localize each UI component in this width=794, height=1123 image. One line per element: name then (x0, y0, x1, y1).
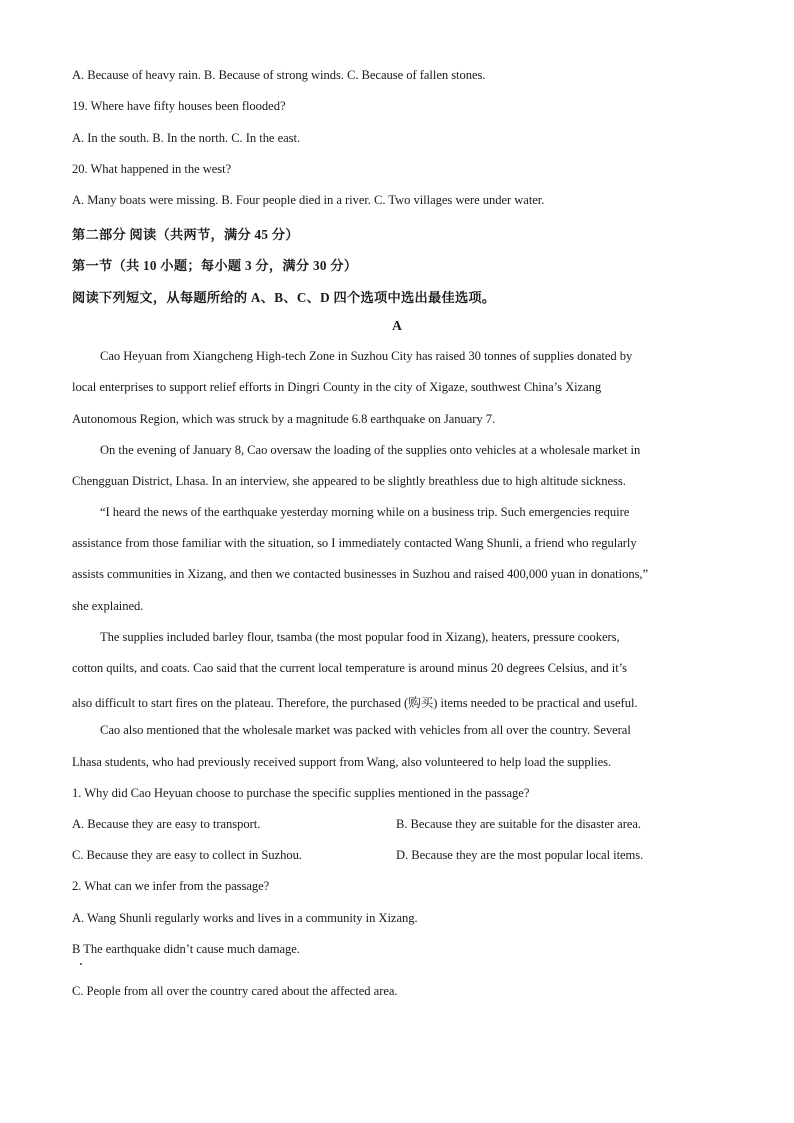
paragraph-2-line: Chengguan District, Lhasa. In an interview, she appeared to be slightly breathless due to high altitude sickness. (72, 474, 626, 488)
paragraph-1-line: Cao Heyuan from Xiangcheng High-tech Zone in Suzhou City has raised 30 tonnes of supplies donated by (100, 349, 633, 363)
question-1: 1. Why did Cao Heyuan choose to purchase the specific supplies mentioned in the passage? (72, 786, 530, 800)
question-2: 2. What can we infer from the passage? (72, 879, 270, 893)
q18-options: A. Because of heavy rain. B. Because of strong winds. C. Because of fallen stones. (72, 68, 486, 82)
stray-dot (80, 963, 82, 965)
paragraph-3-line: “I heard the news of the earthquake yesterday morning while on a business trip. Such emergencies require (100, 505, 630, 519)
paragraph-4-line: cotton quilts, and coats. Cao said that the current local temperature is around minus 20 degrees Celsius, and it’s (72, 661, 627, 675)
q19-question: 19. Where have fifty houses been flooded? (72, 99, 286, 113)
question-1-option-d: D. Because they are the most popular local items. (396, 848, 644, 862)
q20-question: 20. What happened in the west? (72, 162, 232, 176)
question-2-option-c: C. People from all over the country cared about the affected area. (72, 984, 398, 998)
paragraph-2-line: On the evening of January 8, Cao oversaw the loading of the supplies onto vehicles at a wholesale market in (100, 443, 641, 457)
paragraph-1-line: local enterprises to support relief efforts in Dingri County in the city of Xigaze, southwest China’s Xizang (72, 380, 602, 394)
paragraph-1-line: Autonomous Region, which was struck by a magnitude 6.8 earthquake on January 7. (72, 412, 496, 426)
question-2-option-a: A. Wang Shunli regularly works and lives in a community in Xizang. (72, 911, 418, 925)
instructions: 阅读下列短文，从每题所给的 A、B、C、D 四个选项中选出最佳选项。 (72, 290, 496, 305)
paragraph-5-line: Lhasa students, who had previously received support from Wang, also volunteered to help load the supplies. (72, 755, 612, 769)
q20-options: A. Many boats were missing. B. Four people died in a river. C. Two villages were under water. (72, 193, 545, 207)
question-1-option-b: B. Because they are suitable for the disaster area. (396, 817, 642, 831)
paragraph-3-line: assists communities in Xizang, and then we contacted businesses in Suzhou and raised 400,000 yuan in donations,” (72, 567, 649, 581)
paragraph-3-line: she explained. (72, 599, 144, 613)
question-1-option-a: A. Because they are easy to transport. (72, 817, 261, 831)
passage-label: A (392, 318, 402, 333)
question-2-option-b: B The earthquake didn’t cause much damage. (72, 942, 300, 956)
question-1-option-c: C. Because they are easy to collect in Suzhou. (72, 848, 302, 862)
paragraph-4-line: also difficult to start fires on the plateau. Therefore, the purchased (购买) items needed to be practical and useful. (72, 696, 638, 710)
paragraph-5-line: Cao also mentioned that the wholesale market was packed with vehicles from all over the country. Several (100, 723, 631, 737)
paragraph-3-line: assistance from those familiar with the situation, so I immediately contacted Wang Shunli, a friend who regularly (72, 536, 637, 550)
subsection-heading: 第一节（共 10 小题；每小题 3 分，满分 30 分） (72, 258, 358, 273)
paragraph-4-line: The supplies included barley flour, tsamba (the most popular food in Xizang), heaters, pressure cookers, (100, 630, 620, 644)
section-heading: 第二部分 阅读（共两节，满分 45 分） (72, 227, 299, 242)
q19-options: A. In the south. B. In the north. C. In the east. (72, 131, 301, 145)
